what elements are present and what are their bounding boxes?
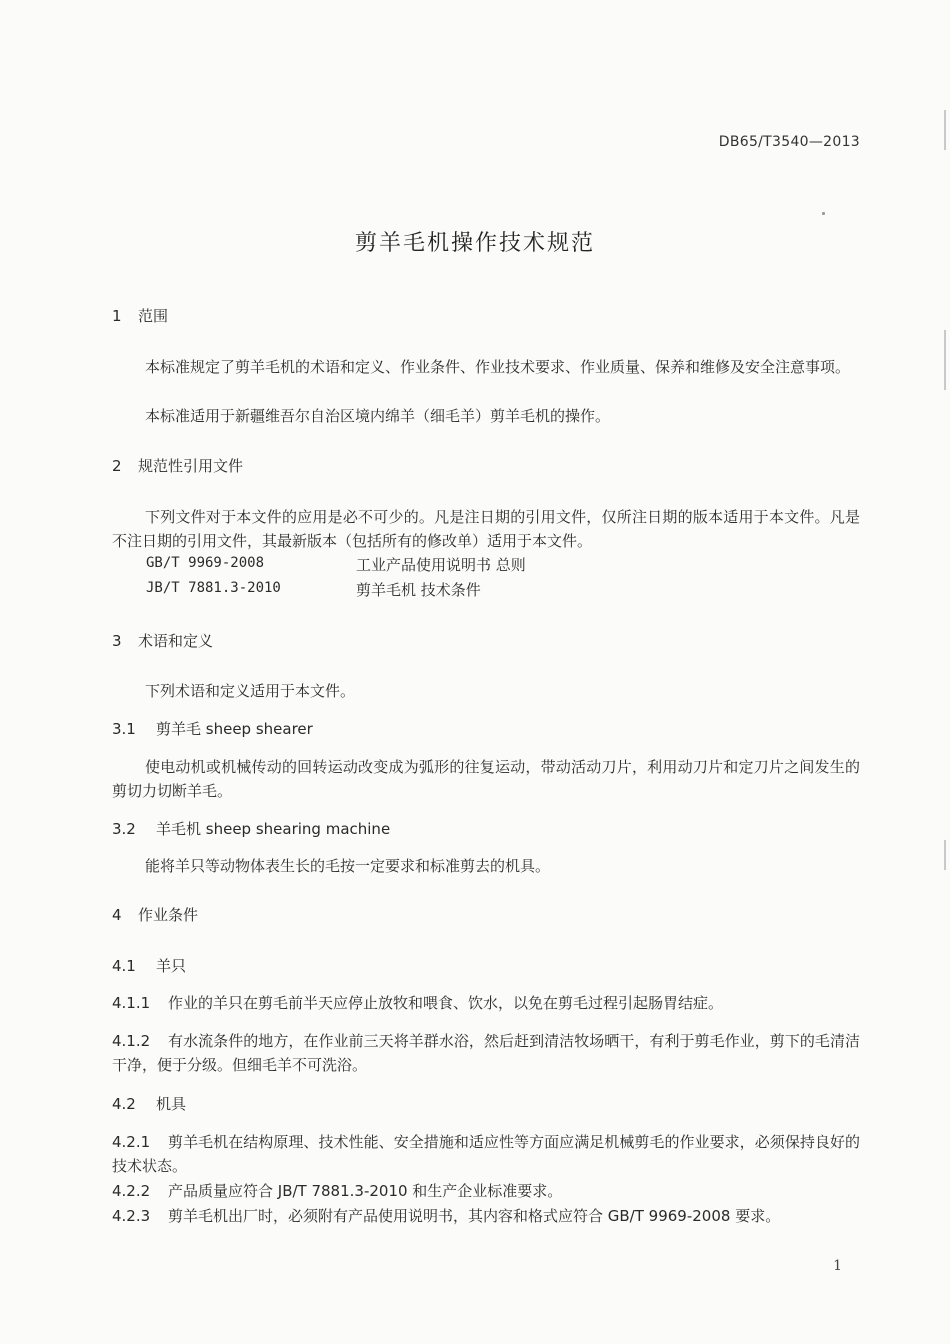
paragraph: 本标准适用于新疆维吾尔自治区境内绵羊（细毛羊）剪羊毛机的操作。 <box>145 407 611 425</box>
clause <box>112 991 860 1015</box>
clause-text: 剪羊毛机出厂时，必须附有产品使用说明书，其内容和格式应符合 GB/T 9969-2008 要求。 <box>168 1207 781 1225</box>
section-heading-4 <box>112 904 198 925</box>
term-definition: 使电动机或机械传动的回转运动改变成为弧形的往复运动，带动活动刀片，利用动刀片和定刀片之间发生的剪切力切断羊毛。 <box>112 758 860 800</box>
term-definition: 能将羊只等动物体表生长的毛按一定要求和标准剪去的机具。 <box>145 857 551 875</box>
scan-speck <box>822 212 825 215</box>
subsection-number: 4.1 <box>112 957 136 975</box>
clause <box>112 1029 860 1077</box>
term-heading <box>112 818 390 839</box>
scan-edge-mark <box>944 840 946 870</box>
standard-code: DB65/T3540—2013 <box>718 134 860 150</box>
term-number: 3.1 <box>112 720 136 738</box>
subsection-title: 羊只 <box>156 957 187 975</box>
term-number: 3.2 <box>112 820 136 838</box>
page-title: 剪羊毛机操作技术规范 <box>354 231 595 256</box>
paragraph: 下列术语和定义适用于本文件。 <box>145 682 356 700</box>
section-number: 3 <box>112 632 122 650</box>
section-heading-1 <box>112 305 168 326</box>
subsection-title: 机具 <box>156 1095 187 1113</box>
reference-code: GB/T 9969-2008 <box>146 555 265 571</box>
clause <box>112 1130 860 1178</box>
section-number: 2 <box>112 457 122 475</box>
clause-text: 有水流条件的地方，在作业前三天将羊群水浴，然后赶到清洁牧场晒干，有利于剪毛作业，剪下的毛清洁干净，便于分级。但细毛羊不可洗浴。 <box>112 1032 860 1074</box>
subsection-heading <box>112 1093 186 1114</box>
paragraph: 本标准规定了剪羊毛机的术语和定义、作业条件、作业技术要求、作业质量、保养和维修及安全注意事项。 <box>145 358 851 376</box>
subsection-heading <box>112 955 186 976</box>
reference-title: 剪羊毛机 技术条件 <box>356 581 481 599</box>
term-heading <box>112 718 313 739</box>
section-number: 1 <box>112 307 122 325</box>
section-heading-2 <box>112 455 243 476</box>
subsection-number: 4.2 <box>112 1095 136 1113</box>
clause-text: 作业的羊只在剪毛前半天应停止放牧和喂食、饮水，以免在剪毛过程引起肠胃结症。 <box>168 994 724 1012</box>
scan-edge-mark <box>944 330 946 390</box>
paragraph: 下列文件对于本文件的应用是必不可少的。凡是注日期的引用文件，仅所注日期的版本适用于本文件。凡是不注日期的引用文件，其最新版本（包括所有的修改单）适用于本文件。 <box>112 508 860 550</box>
clause-text: 剪羊毛机在结构原理、技术性能、安全措施和适应性等方面应满足机械剪毛的作业要求，必须保持良好的技术状态。 <box>112 1133 860 1175</box>
clause-number: 4.2.2 <box>112 1182 151 1200</box>
clause-number: 4.2.3 <box>112 1207 151 1225</box>
clause-number: 4.2.1 <box>112 1133 151 1151</box>
clause-text: 产品质量应符合 JB/T 7881.3-2010 和生产企业标准要求。 <box>168 1182 563 1200</box>
section-title: 作业条件 <box>138 906 199 924</box>
section-title: 范围 <box>138 307 169 325</box>
reference-title: 工业产品使用说明书 总则 <box>356 556 526 574</box>
term-name: 剪羊毛 sheep shearer <box>156 720 313 738</box>
clause <box>112 1179 860 1203</box>
reference-code: JB/T 7881.3-2010 <box>146 580 281 596</box>
term-name: 羊毛机 sheep shearing machine <box>156 820 391 838</box>
clause <box>112 1204 860 1228</box>
section-heading-3 <box>112 630 213 651</box>
page-number: 1 <box>833 1258 842 1274</box>
section-title: 规范性引用文件 <box>138 457 244 475</box>
section-number: 4 <box>112 906 122 924</box>
section-title: 术语和定义 <box>138 632 214 650</box>
clause-number: 4.1.2 <box>112 1032 151 1050</box>
clause-number: 4.1.1 <box>112 994 151 1012</box>
scan-edge-mark <box>944 110 946 150</box>
